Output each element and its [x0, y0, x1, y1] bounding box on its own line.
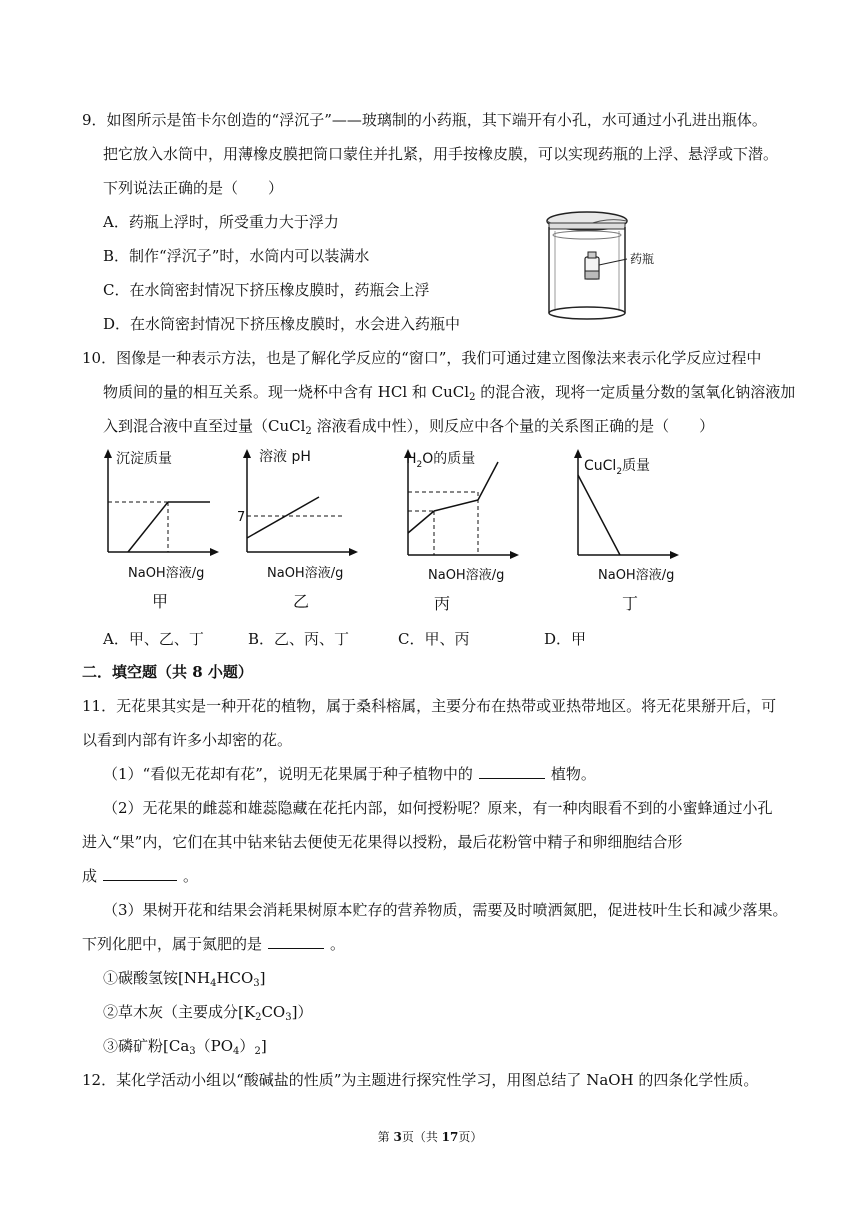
item-2-text-b: CO [261, 1003, 286, 1021]
graph-yi-name: 乙 [293, 592, 310, 611]
q11-part-1-text-b: 植物。 [550, 765, 596, 783]
subscript: 4 [210, 978, 217, 989]
item-1-text-a: ①碳酸氢铵[NH [103, 969, 211, 987]
answer-blank-3[interactable] [268, 934, 324, 949]
q10-line-3-text-a: 入到混合液中直至过量（CuCl [103, 417, 306, 435]
answer-blank-1[interactable] [479, 764, 545, 779]
q10-line-2-text-a: 物质间的量的相互关系。现一烧杯中含有 HCl 和 CuCl [103, 383, 470, 401]
q11-part-3-text-b: 下列化肥中，属于氮肥的是 [82, 935, 263, 953]
q11-part-3-text-c: 。 [330, 935, 346, 953]
q9-line-2: 把它放入水筒中，用薄橡皮膜把筒口蒙住并扎紧，用手按橡皮膜，可以实现药瓶的上浮、悬浮或下潜。 [103, 145, 779, 163]
q11-item-1 [103, 968, 266, 988]
graph-yi [237, 445, 367, 615]
q11-part-2-line-1: （2）无花果的雌蕊和雄蕊隐藏在花托内部，如何授粉呢？原来，有一种肉眼看不到的小蜜蜂通过小孔 [103, 799, 773, 817]
q11-part-2-line-3 [82, 866, 198, 886]
q11-part-1-text-a: （1）“看似无花却有花”，说明无花果属于种子植物中的 [103, 765, 473, 783]
subscript: 3 [285, 1012, 292, 1023]
subscript: 2 [469, 392, 476, 403]
footer-text-c: 页） [458, 1130, 483, 1144]
footer-text-b: 页（共 [401, 1130, 442, 1144]
footer-page-number: 3 [393, 1130, 402, 1144]
footer-text-a: 第 [377, 1130, 394, 1144]
q10-line-1: 10．图像是一种表示方法，也是了解化学反应的“窗口”，我们可通过建立图像法来表示化学反应过程中 [82, 349, 762, 367]
q9-option-b: B．制作“浮沉子”时，水筒内可以装满水 [103, 247, 370, 265]
q10-option-c: C．甲、丙 [398, 630, 470, 648]
item-2-text-a: ②草木灰（主要成分[K [103, 1003, 256, 1021]
q11-line-2: 以看到内部有许多小却密的花。 [82, 731, 293, 749]
graph-yi-xlabel: NaOH溶液/g [267, 566, 344, 581]
subscript: 4 [233, 1046, 240, 1057]
graph-bing-ylabel-sub: 2 [416, 460, 423, 470]
page-footer [0, 1128, 860, 1145]
answer-blank-2[interactable] [103, 866, 177, 881]
q12-line-1: 12．某化学活动小组以“酸碱盐的性质”为主题进行探究性学习，用图总结了 NaOH 的四条化学性质。 [82, 1071, 759, 1089]
q11-item-3 [103, 1036, 267, 1056]
graph-bing-xlabel: NaOH溶液/g [428, 568, 505, 583]
subscript: 3 [253, 978, 260, 989]
q10-line-3 [103, 416, 714, 436]
subscript: 2 [254, 1046, 261, 1057]
graph-bing-ylabel [406, 451, 475, 470]
graph-ding-ylabel-b: 质量 [622, 458, 651, 474]
q11-part-3-line-1: （3）果树开花和结果会消耗果树原本贮存的营养物质，需要及时喷洒氮肥，促进枝叶生长和减少落果。 [103, 901, 788, 919]
footer-total-pages: 17 [441, 1130, 459, 1144]
q10-line-2 [103, 382, 795, 402]
graph-bing-ylabel-b: O的质量 [422, 451, 476, 467]
graph-ding-ylabel [584, 458, 650, 477]
graph-jia-xlabel: NaOH溶液/g [128, 566, 205, 581]
bottle-label: 药瓶 [630, 252, 655, 266]
q9-line-1: 9．如图所示是笛卡尔创造的“浮沉子”——玻璃制的小药瓶，其下端开有小孔，水可通过小孔进出瓶体。 [82, 111, 767, 129]
q11-item-2 [103, 1002, 312, 1022]
item-3-text-d: ] [260, 1037, 267, 1055]
q9-option-a: A．药瓶上浮时，所受重力大于浮力 [103, 213, 339, 231]
graph-jia-name: 甲 [152, 592, 169, 611]
q9-option-d: D．在水筒密封情况下挤压橡皮膜时，水会进入药瓶中 [103, 315, 461, 333]
subscript: 3 [189, 1046, 196, 1057]
q10-line-2-text-b: 的混合液，现将一定质量分数的氢氧化钠溶液加 [475, 383, 796, 401]
graph-ding-ylabel-a: CuCl [584, 458, 617, 474]
item-2-text-c: ]） [291, 1003, 313, 1021]
q9-option-c: C．在水筒密封情况下挤压橡皮膜时，药瓶会上浮 [103, 281, 430, 299]
q10-option-b: B．乙、丙、丁 [248, 630, 350, 648]
item-3-text-a: ③磷矿粉[Ca [103, 1037, 190, 1055]
q11-part-2-text-d: 。 [183, 867, 199, 885]
section-title: 二．填空题（共 8 小题） [82, 663, 253, 681]
q11-part-3-line-2 [82, 934, 345, 954]
graph-yi-ylabel: 溶液 pH [259, 449, 311, 465]
cartesian-diver-figure [535, 205, 665, 325]
item-1-text-b: HCO [216, 969, 254, 987]
q10-option-d: D．甲 [544, 630, 587, 648]
graph-bing-ylabel-a: H [406, 451, 417, 467]
graph-ding-ylabel-sub: 2 [616, 467, 623, 477]
graph-bing-name: 丙 [434, 594, 451, 613]
q11-part-2-line-2: 进入“果”内，它们在其中钻来钻去便使无花果得以授粉，最后花粉管中精子和卵细胞结合形 [82, 833, 683, 851]
subscript: 2 [305, 426, 312, 437]
q11-line-1: 11．无花果其实是一种开花的植物，属于桑科榕属，主要分布在热带或亚热带地区。将无花果掰开后，可 [82, 697, 777, 715]
graph-jia-ylabel: 沉淀质量 [116, 451, 172, 467]
graph-ding [568, 445, 698, 615]
graph-yi-tick-7: 7 [237, 510, 246, 525]
item-3-text-b: （PO [195, 1037, 234, 1055]
item-3-text-c: ） [239, 1037, 255, 1055]
subscript: 2 [255, 1012, 262, 1023]
graph-jia [98, 445, 228, 615]
graph-ding-xlabel: NaOH溶液/g [598, 568, 675, 583]
graph-bing [398, 445, 528, 615]
graph-ding-name: 丁 [622, 594, 639, 613]
item-1-text-c: ] [259, 969, 266, 987]
q9-line-3: 下列说法正确的是（ ） [103, 179, 284, 197]
q10-option-a: A．甲、乙、丁 [103, 630, 204, 648]
q11-part-1 [103, 764, 596, 784]
q11-part-2-text-c: 成 [82, 867, 98, 885]
q10-line-3-text-b: 溶液看成中性），则反应中各个量的关系图正确的是（ ） [311, 417, 715, 435]
